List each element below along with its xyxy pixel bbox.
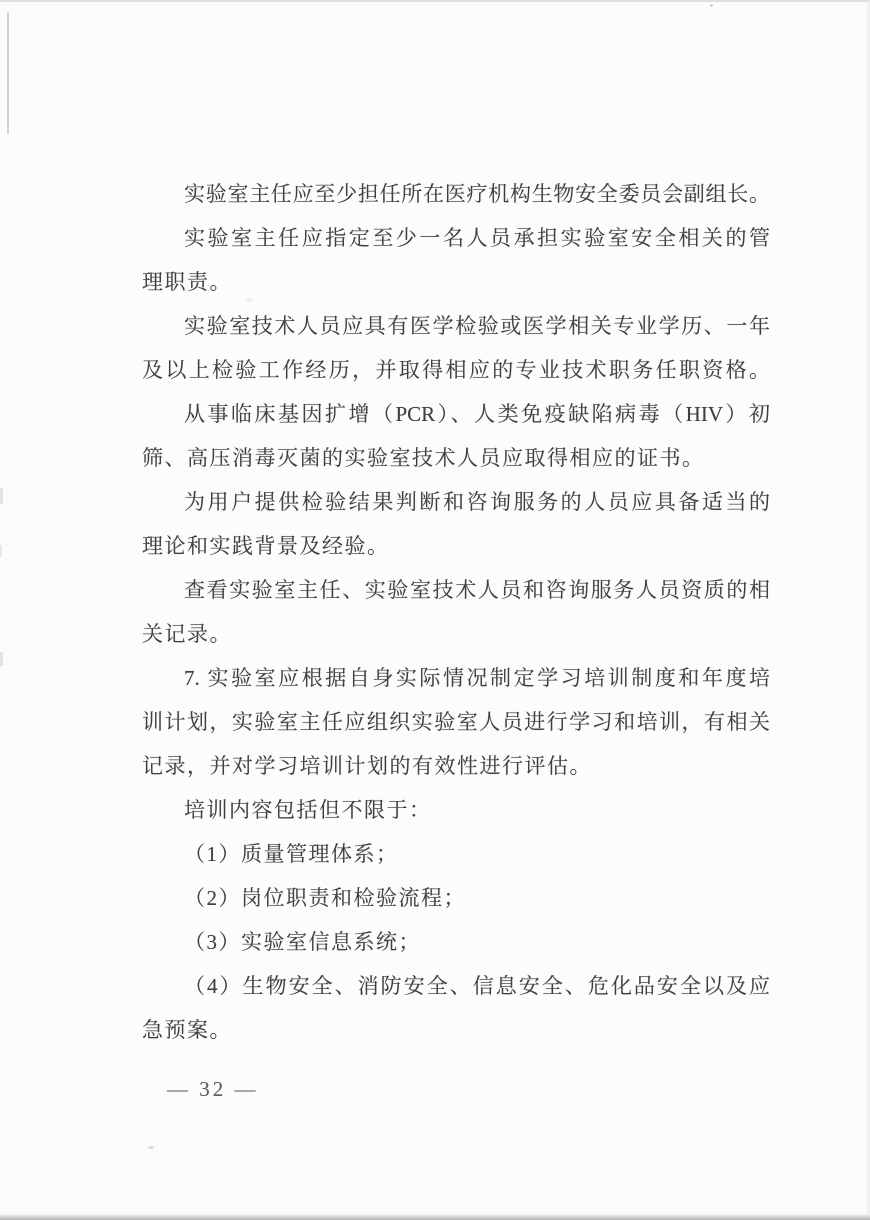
text-line: 理职责。 xyxy=(142,270,232,294)
text-line: 关记录。 xyxy=(142,622,232,646)
text-line: （3）实验室信息系统； xyxy=(184,930,421,954)
text-line: 实验室主任应至少担任所在医疗机构生物安全委员会副组长。 xyxy=(184,182,770,206)
text-line: 从事临床基因扩增（PCR）、人类免疫缺陷病毒（HIV）初 xyxy=(184,402,770,426)
scan-artifact-left-tick xyxy=(0,545,2,557)
page-number: — 32 — xyxy=(167,1077,259,1101)
text-line: 急预案。 xyxy=(142,1018,232,1042)
text-line: 记录，并对学习培训计划的有效性进行评估。 xyxy=(142,754,592,778)
text-line: 筛、高压消毒灭菌的实验室技术人员应取得相应的证书。 xyxy=(142,446,705,470)
text-line: （4）生物安全、消防安全、信息安全、危化品安全以及应 xyxy=(184,974,770,998)
scan-artifact-speck xyxy=(148,1146,154,1149)
document-body-text xyxy=(142,172,770,1052)
scan-artifact-speck xyxy=(710,4,713,7)
text-line: 培训内容包括但不限于： xyxy=(184,798,432,822)
text-line: 及以上检验工作经历，并取得相应的专业技术职务任职资格。 xyxy=(142,358,770,382)
text-line: （2）岗位职责和检验流程； xyxy=(184,886,466,910)
scan-artifact-left-line xyxy=(7,12,9,134)
text-line: 理论和实践背景及经验。 xyxy=(142,534,390,558)
scan-artifact-bottom-edge xyxy=(0,1214,870,1220)
text-line: 7. 实验室应根据自身实际情况制定学习培训制度和年度培 xyxy=(184,666,770,690)
text-line: （1）质量管理体系； xyxy=(184,842,399,866)
scan-artifact-left-tick xyxy=(0,488,3,504)
text-line: 训计划，实验室主任应组织实验室人员进行学习和培训，有相关 xyxy=(142,710,770,734)
text-line: 查看实验室主任、实验室技术人员和咨询服务人员资质的相 xyxy=(184,578,770,602)
scan-artifact-right-edge xyxy=(865,0,870,1220)
scan-artifact-top-edge xyxy=(0,0,870,2)
text-line: 为用户提供检验结果判断和咨询服务的人员应具备适当的 xyxy=(184,490,770,514)
text-line: 实验室主任应指定至少一名人员承担实验室安全相关的管 xyxy=(184,226,770,250)
text-line: 实验室技术人员应具有医学检验或医学相关专业学历、一年 xyxy=(184,314,770,338)
scan-artifact-left-tick xyxy=(0,652,3,666)
